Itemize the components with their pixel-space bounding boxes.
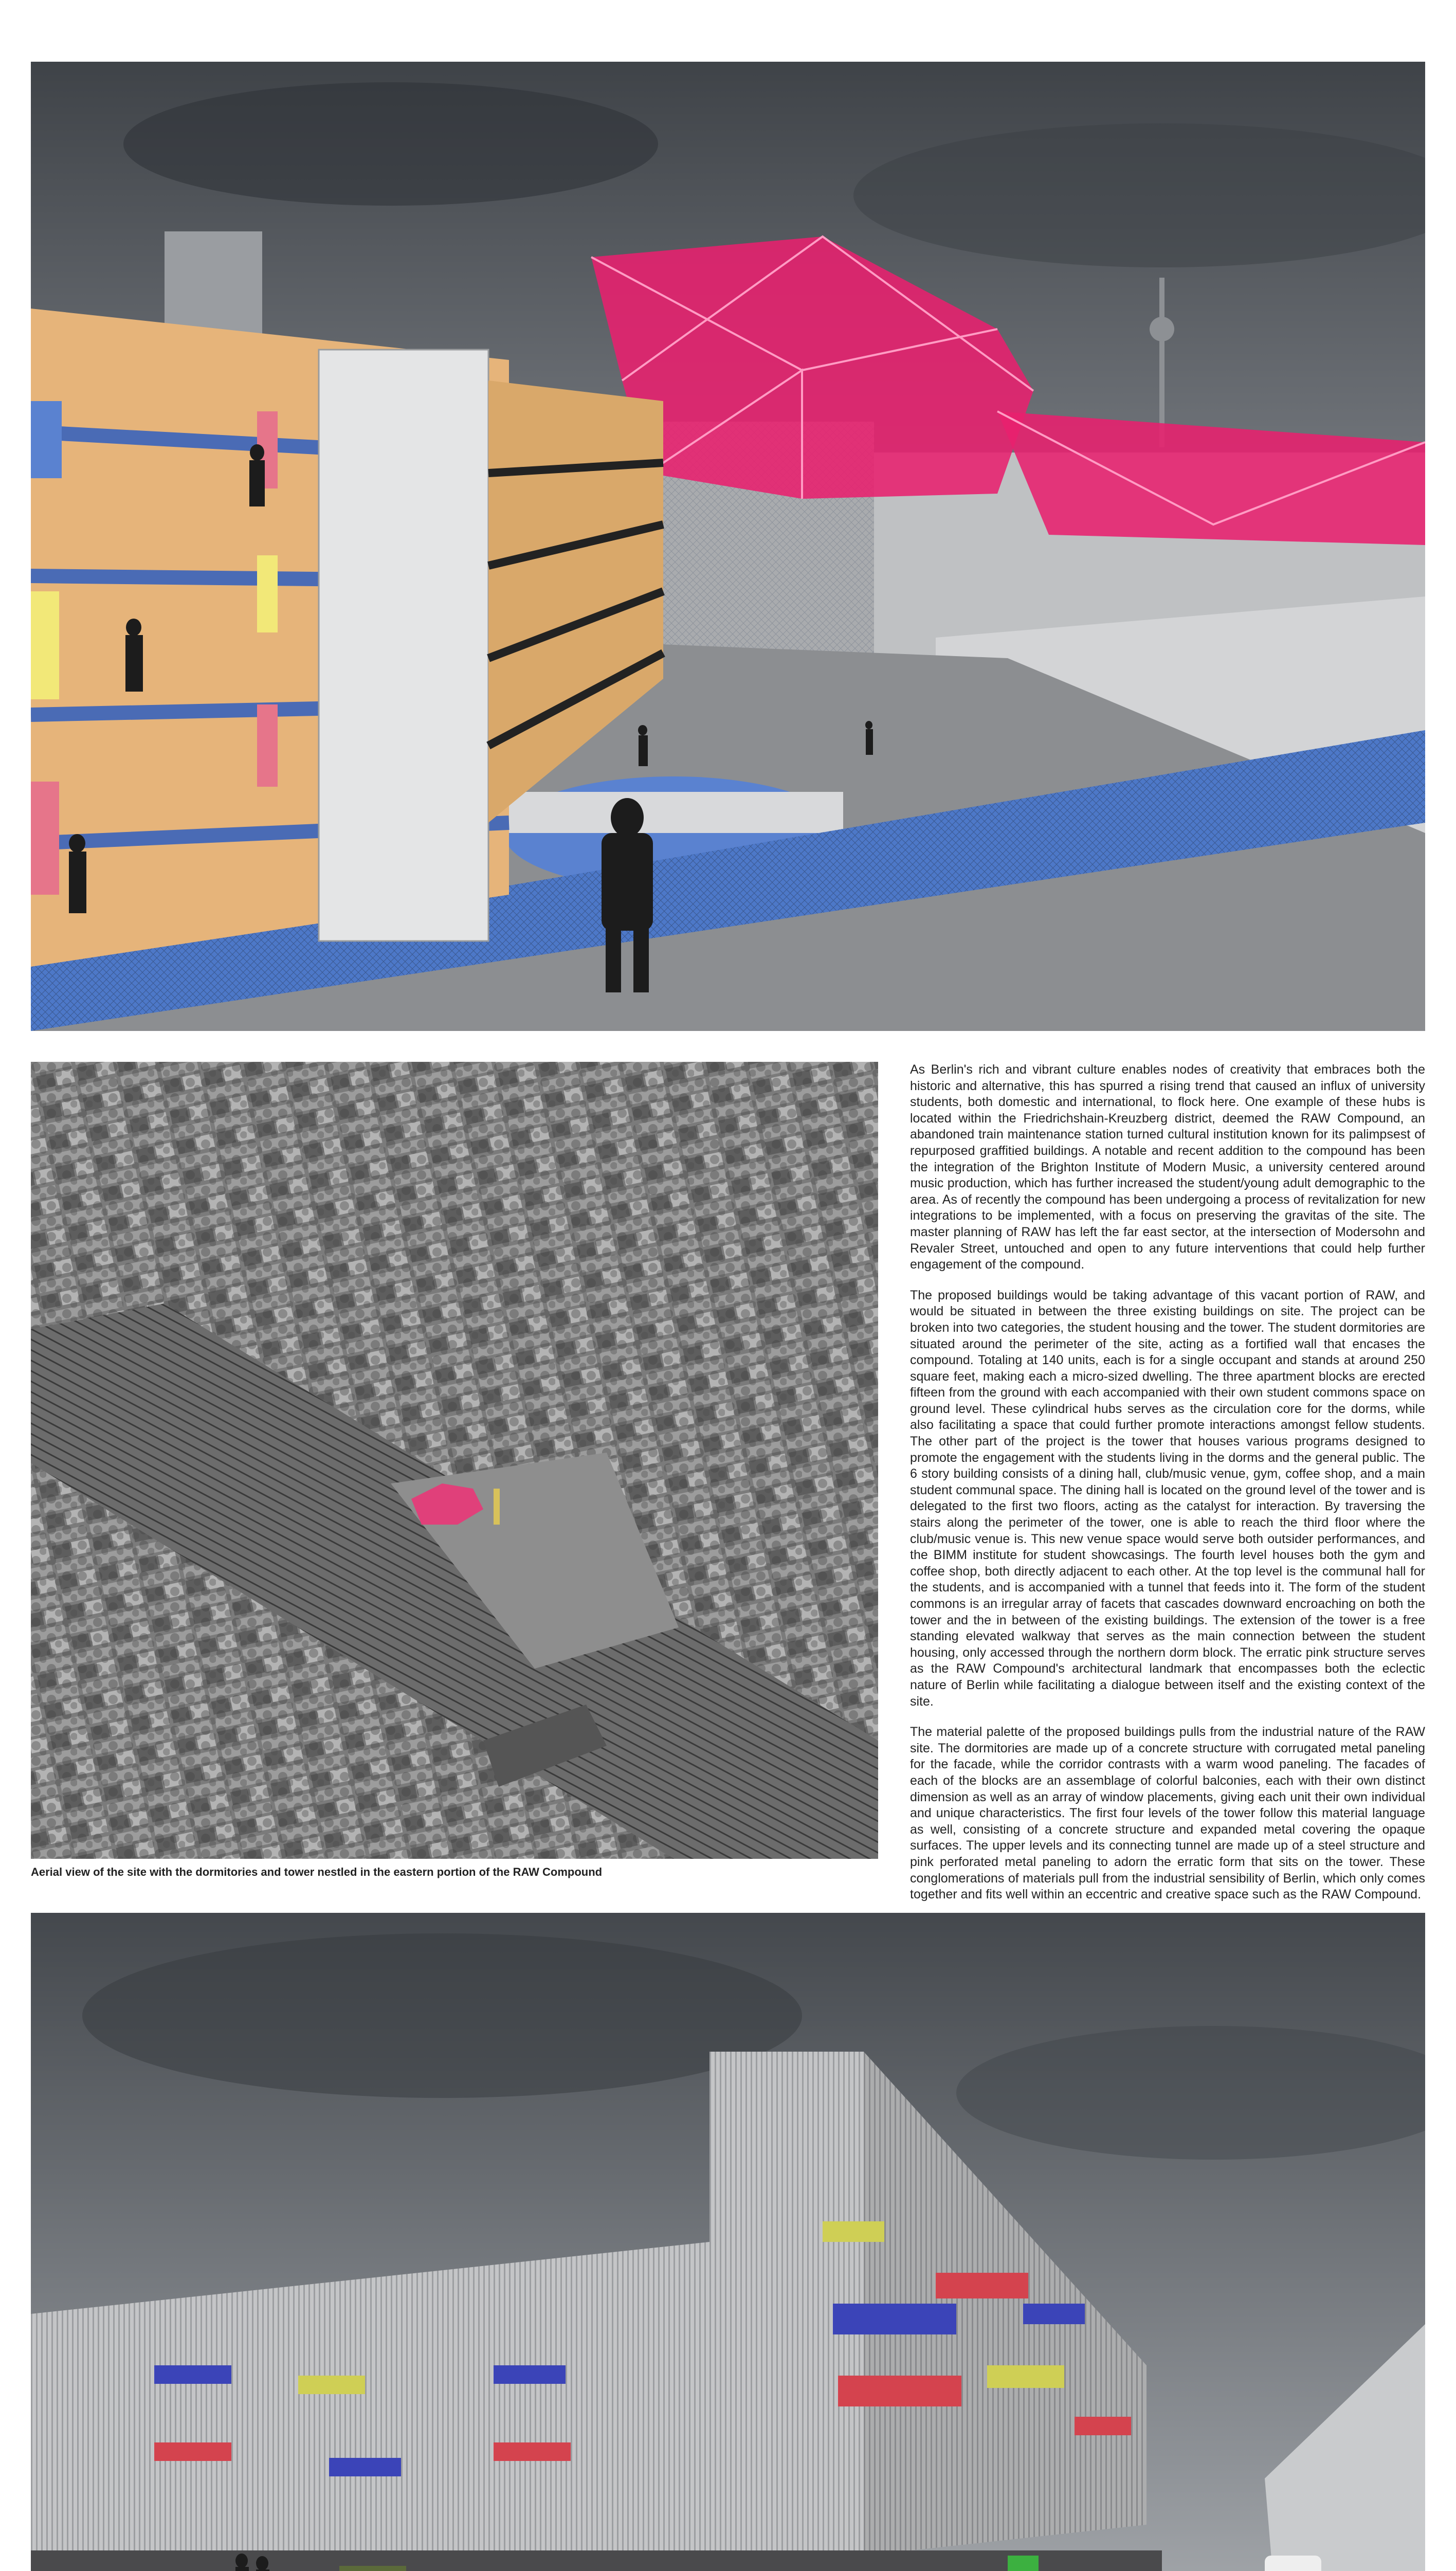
essay-paragraph: The material palette of the proposed buildings pulls from the industrial nature of the RAW site. The dormitories are made up of a concrete structure with corrugated metal paneling for the facade, while the corridor contrasts with a warm wood paneling. The facades of each of the blocks are an assemblage of colorful balconies, each with their own distinct dimension as well as an array of window placements, giving each unit their own individual and unique characteristics. The first four levels of the tower follow this material language as well, consisting of a concrete structure and expanded metal covering the opaque surfaces. The upper levels and its connecting tunnel are made up of a steel structure and pink perforated metal paneling to adorn the erratic form that sits on the tower. These conglomerations of materials pull from the industrial sensibility of Berlin, which only comes together and fits well within an eccentric and creative space such as the RAW Compound. bbox=[910, 1725, 1425, 1902]
street-perspective-render-image bbox=[31, 1913, 1425, 2571]
street-render-icon bbox=[31, 1913, 1425, 2571]
essay-paragraph: The proposed buildings would be taking advantage of this vacant portion of RAW, and would be situated in between the three existing buildings on site. The project can be broken into two categories, the student housing and the tower. The student dormitories are situated around the perimeter of the site, acting as a fortified wall that encases the compound. Totaling at 140 units, each is for a single occupant and stands at around 250 square feet, making each a micro-sized dwelling. The three apartment blocks are erected fifteen from the ground with each accompanied with their own student commons space on ground level. These cylindrical hubs serves as the circulation core for the dorms, while also facilitating a space that could further promote interactions amongst fellow students. The other part of the project is the tower that houses various programs designed to promote the engagement with the students living in the dorms and the general public. The 6 story building consists of a dining hall, club/music venue, gym, coffee shop, and a main student communal space. The dining hall is located on the ground level of the tower and is delegated to the first two floors, acting as the catalyst for interaction. By traversing the stairs along the perimeter of the tower, one is able to reach the third floor where the club/music venue is. This new venue space would serve both outsider performances, and the BIMM institute for student showcasings. The fourth level houses both the gym and coffee shop, both directly adjacent to each other. At the top level is the communal hall for the students, and is accompanied with a tunnel that feeds into it. The form of the student commons is an irregular array of facets that cascades downward encroaching on both the tower and the in between of the existing buildings. The extension of the tower is a free standing elevated walkway that serves as the main connection between the student housing, only accessed through the northern dorm block. The erratic pink structure serves as the RAW Compound's architectural landmark that encompasses both the eclectic nature of Berlin while facilitating a dialogue between itself and the existing context of the site. bbox=[910, 1288, 1425, 1709]
courtyard-render-image bbox=[31, 62, 1425, 1031]
courtyard-render-icon bbox=[31, 62, 1425, 1031]
project-description-text bbox=[910, 1062, 1425, 1902]
essay-paragraph: As Berlin's rich and vibrant culture enables nodes of creativity that embraces both the historic and alternative, this has spurred a rising trend that caused an influx of university students, both domestic and international, to flock here. One example of these hubs is located within the Friedrichshain-Kreuzberg district, deemed the RAW Compound, an abandoned train maintenance station turned cultural institution known for its palimpsest of repurposed graffitied buildings. A notable and recent addition to the compound has been the integration of the Brighton Institute of Modern Music, a university centered around music production, which has further increased the student/young adult demographic to the area. As of recently the compound has been undergoing a process of revitalization for new integrations to be implemented, with a focus on preserving the gravitas of the site. The master planning of RAW has left the far east sector, at the intersection of Modersohn and Revaler Street, untouched and open to any future interventions that could help further engagement of the compound. bbox=[910, 1062, 1425, 1272]
aerial-site-photo bbox=[31, 1062, 878, 1859]
aerial-caption: Aerial view of the site with the dormitories and tower nestled in the eastern portion of the RAW Compound bbox=[31, 1866, 603, 1878]
aerial-photo-icon bbox=[31, 1062, 878, 1859]
